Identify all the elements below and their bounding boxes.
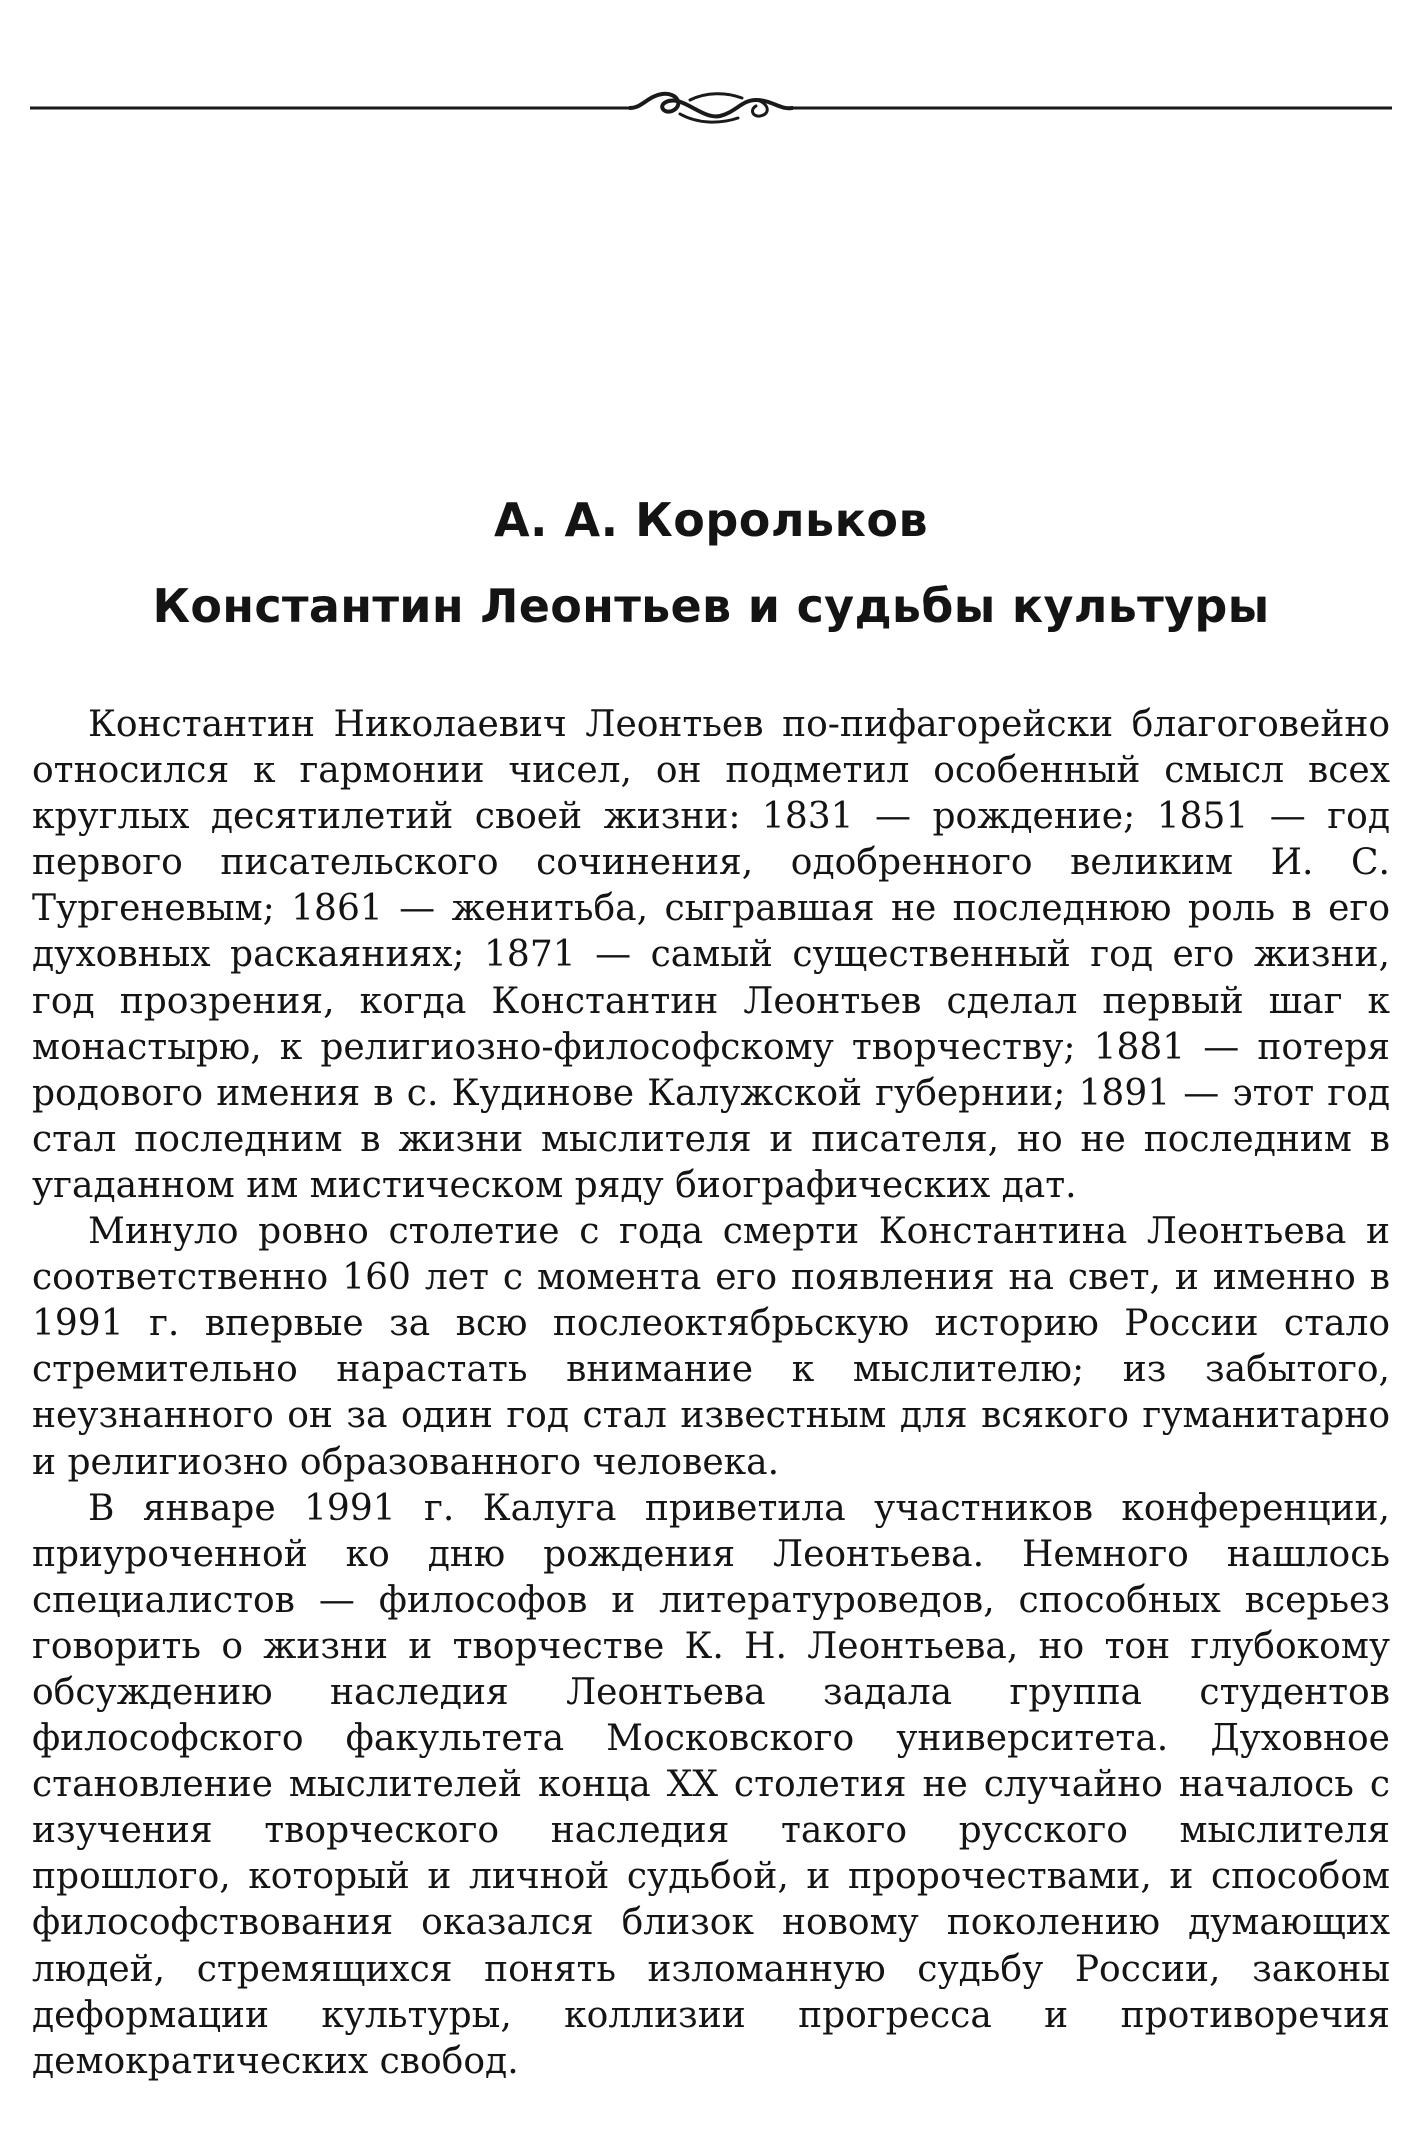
paragraph: Минуло ровно столетие с года смерти Константина Леонтьева и соответственно 160 лет с момента его появления на свет, и именно в 1991 г. впервые за всю послеоктябрьскую историю России стало стремительно нарастать внимание к мыслителю; из забытого, неузнанного он за один год стал известным для всякого гуманитарно и религиозно образованного человека.	[32, 1211, 1390, 1483]
ornamental-divider	[30, 78, 1392, 138]
chapter-title: Константин Леонтьев и судьбы культуры	[152, 579, 1270, 633]
chapter-header	[0, 490, 1422, 636]
author-name: А. А. Корольков	[493, 493, 929, 547]
paragraph: В январе 1991 г. Калуга приветила участников конференции, приуроченной ко дню рождения Леонтьева. Немного нашлось специалистов — философов и литературоведов, способных всерьез говорить о жизни и творчестве К. Н. Леонтьева, но тон глубокому обсуждению наследия Леонтьева задала группа студентов философского факультета Московского университета. Духовное становление мыслителей конца XX столетия не случайно началось с изучения творческого наследия такого русского мыслителя прошлого, который и личной судьбой, и пророчествами, и способом философствования оказался близок новому поколению думающих людей, стремящихся понять изломанную судьбу России, законы деформации культуры, коллизии прогресса и противоречия демократических свобод.	[32, 1487, 1390, 2082]
body-text	[32, 702, 1390, 2085]
paragraph: Константин Николаевич Леонтьев по-пифагорейски благоговейно относился к гармонии чисел, он подметил особенный смысл всех круглых десятилетий своей жизни: 1831 — рождение; 1851 — год первого писательского сочинения, одобренного великим И. С. Тургеневым; 1861 — женитьба, сыгравшая не последнюю роль в его духовных раскаяниях; 1871 — самый существенный год его жизни, год прозрения, когда Константин Леонтьев сделал первый шаг к монастырю, к религиозно-философскому творчеству; 1881 — потеря родового имения в с. Кудинове Калужской губернии; 1891 — этот год стал последним в жизни мыслителя и писателя, но не последним в угаданном им мистическом ряду биографических дат.	[32, 704, 1390, 1206]
